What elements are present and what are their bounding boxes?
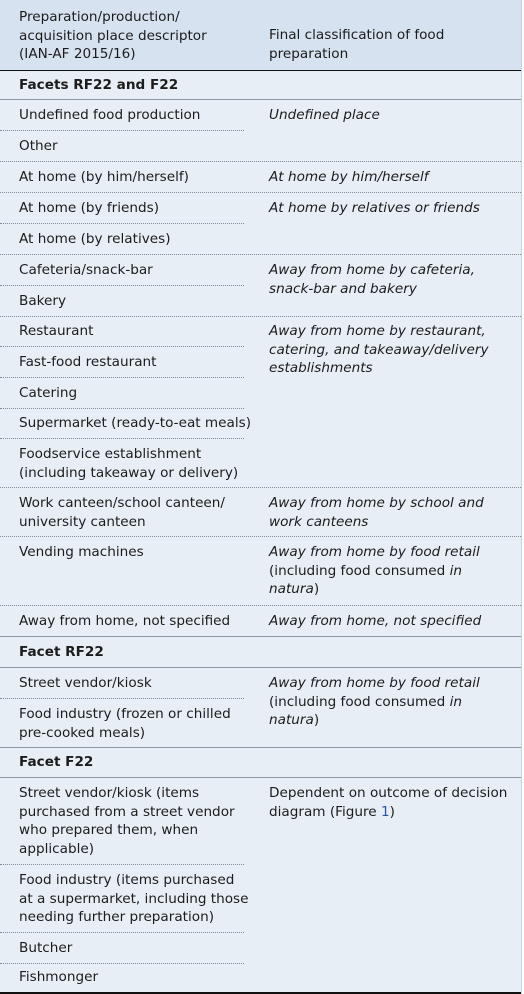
section-heading: Facets RF22 and F22 xyxy=(19,77,179,93)
classification-cell xyxy=(269,543,480,599)
classification-text: in xyxy=(449,562,462,579)
row-divider xyxy=(0,636,521,637)
row-divider xyxy=(0,864,244,865)
row-divider xyxy=(0,377,244,378)
classification-line: snack-bar and bakery xyxy=(269,280,417,297)
classification-cell xyxy=(269,674,480,730)
classification-text: in xyxy=(449,693,462,710)
classification-line xyxy=(269,580,480,599)
descriptor-line: university canteen xyxy=(19,513,146,530)
descriptor-cell: Fishmonger xyxy=(19,969,99,985)
header-descriptor-line: acquisition place descriptor xyxy=(19,27,207,44)
descriptor-cell xyxy=(19,871,249,927)
section-heading: Facet RF22 xyxy=(19,644,104,660)
classification-cell xyxy=(269,322,489,378)
row-divider xyxy=(0,438,244,439)
descriptor-cell: Undefined food production xyxy=(19,107,201,123)
classification-text: (including food consumed xyxy=(269,562,446,579)
classification-line: catering, and takeaway/delivery xyxy=(269,341,489,358)
header-descriptor xyxy=(19,8,249,64)
classification-line xyxy=(269,562,480,581)
descriptor-cell xyxy=(19,494,225,531)
descriptor-line: purchased from a street vendor xyxy=(19,803,235,820)
descriptor-cell: Bakery xyxy=(19,293,67,309)
classification-line: Away from home by cafeteria, xyxy=(269,262,475,278)
row-divider xyxy=(0,667,521,668)
row-divider xyxy=(0,254,521,255)
row-divider xyxy=(0,536,521,537)
classification-line xyxy=(269,803,507,822)
descriptor-line: needing further preparation) xyxy=(19,909,215,926)
table-header xyxy=(0,0,521,71)
descriptor-cell xyxy=(19,784,235,858)
row-divider xyxy=(0,747,521,748)
classification-text: (including food consumed xyxy=(269,693,446,710)
row-divider xyxy=(0,698,244,699)
header-classification-line: Final classification of food xyxy=(269,27,445,43)
classification-text: ) xyxy=(313,712,320,729)
row-divider xyxy=(0,223,244,224)
descriptor-line: Street vendor/kiosk (items xyxy=(19,785,200,801)
row-divider xyxy=(0,130,244,131)
row-divider xyxy=(0,963,244,964)
descriptor-cell: Butcher xyxy=(19,940,73,956)
classification-text: ) xyxy=(389,803,395,820)
classification-cell xyxy=(269,261,475,298)
classification-line xyxy=(269,711,480,730)
descriptor-cell: At home (by friends) xyxy=(19,200,160,216)
row-divider xyxy=(0,99,521,100)
classification-line: Away from home by school and xyxy=(269,495,484,511)
classification-line: Dependent on outcome of decision xyxy=(269,785,508,801)
descriptor-cell: Fast-food restaurant xyxy=(19,354,157,370)
descriptor-cell: Away from home, not specified xyxy=(19,613,231,629)
classification-line xyxy=(269,693,480,712)
classification-text: natura xyxy=(269,712,314,729)
descriptor-cell: Vending machines xyxy=(19,544,144,560)
classification-cell: Away from home, not specified xyxy=(269,613,482,629)
row-divider xyxy=(0,487,521,488)
descriptor-line: Work canteen/school canteen/ xyxy=(19,495,225,511)
descriptor-cell xyxy=(19,445,238,482)
figure-link[interactable]: 1 xyxy=(380,803,390,820)
header-descriptor-line: Preparation/production/ xyxy=(19,9,180,25)
descriptor-cell xyxy=(19,705,231,742)
header-descriptor-line: (IAN-AF 2015/16) xyxy=(19,46,136,62)
row-divider xyxy=(0,777,521,778)
descriptor-cell: Street vendor/kiosk xyxy=(19,675,152,691)
descriptor-cell: At home (by him/herself) xyxy=(19,169,189,185)
classification-cell: At home by relatives or friends xyxy=(269,200,480,216)
descriptor-line: who prepared them, when xyxy=(19,822,199,839)
classification-text: natura xyxy=(269,581,314,598)
descriptor-line: (including takeaway or delivery) xyxy=(19,464,239,481)
classification-line: establishments xyxy=(269,360,373,377)
classification-cell xyxy=(269,494,484,531)
descriptor-line: Foodservice establishment xyxy=(19,446,202,462)
descriptor-line: at a supermarket, including those xyxy=(19,890,249,907)
classification-text: diagram (Figure xyxy=(269,803,377,820)
classification-line: Away from home by food retail xyxy=(269,675,480,691)
header-classification-line: preparation xyxy=(269,45,349,62)
descriptor-cell: Other xyxy=(19,138,58,154)
classification-line: Away from home by food retail xyxy=(269,544,480,560)
descriptor-cell: At home (by relatives) xyxy=(19,231,171,247)
classification-line: work canteens xyxy=(269,513,369,530)
classification-text: ) xyxy=(313,581,320,598)
descriptor-cell: Cafeteria/snack-bar xyxy=(19,262,153,278)
descriptor-line: applicable) xyxy=(19,840,95,857)
header-classification xyxy=(269,26,514,63)
descriptor-line: Food industry (frozen or chilled xyxy=(19,706,231,722)
section-heading: Facet F22 xyxy=(19,754,94,770)
descriptor-line: Food industry (items purchased xyxy=(19,872,235,888)
descriptor-cell: Restaurant xyxy=(19,323,94,339)
descriptor-cell: Catering xyxy=(19,385,78,401)
classification-cell: At home by him/herself xyxy=(269,169,429,185)
descriptor-line: pre-cooked meals) xyxy=(19,724,146,741)
classification-cell xyxy=(269,784,507,821)
row-divider xyxy=(0,316,521,317)
row-divider xyxy=(0,192,521,193)
row-divider xyxy=(0,285,244,286)
row-divider xyxy=(0,346,244,347)
row-divider xyxy=(0,932,244,933)
classification-line: Away from home by restaurant, xyxy=(269,323,486,339)
classification-cell: Undefined place xyxy=(269,107,380,123)
row-divider xyxy=(0,161,521,162)
row-divider xyxy=(0,408,244,409)
descriptor-cell: Supermarket (ready-to-eat meals) xyxy=(19,415,252,431)
row-divider xyxy=(0,605,521,606)
